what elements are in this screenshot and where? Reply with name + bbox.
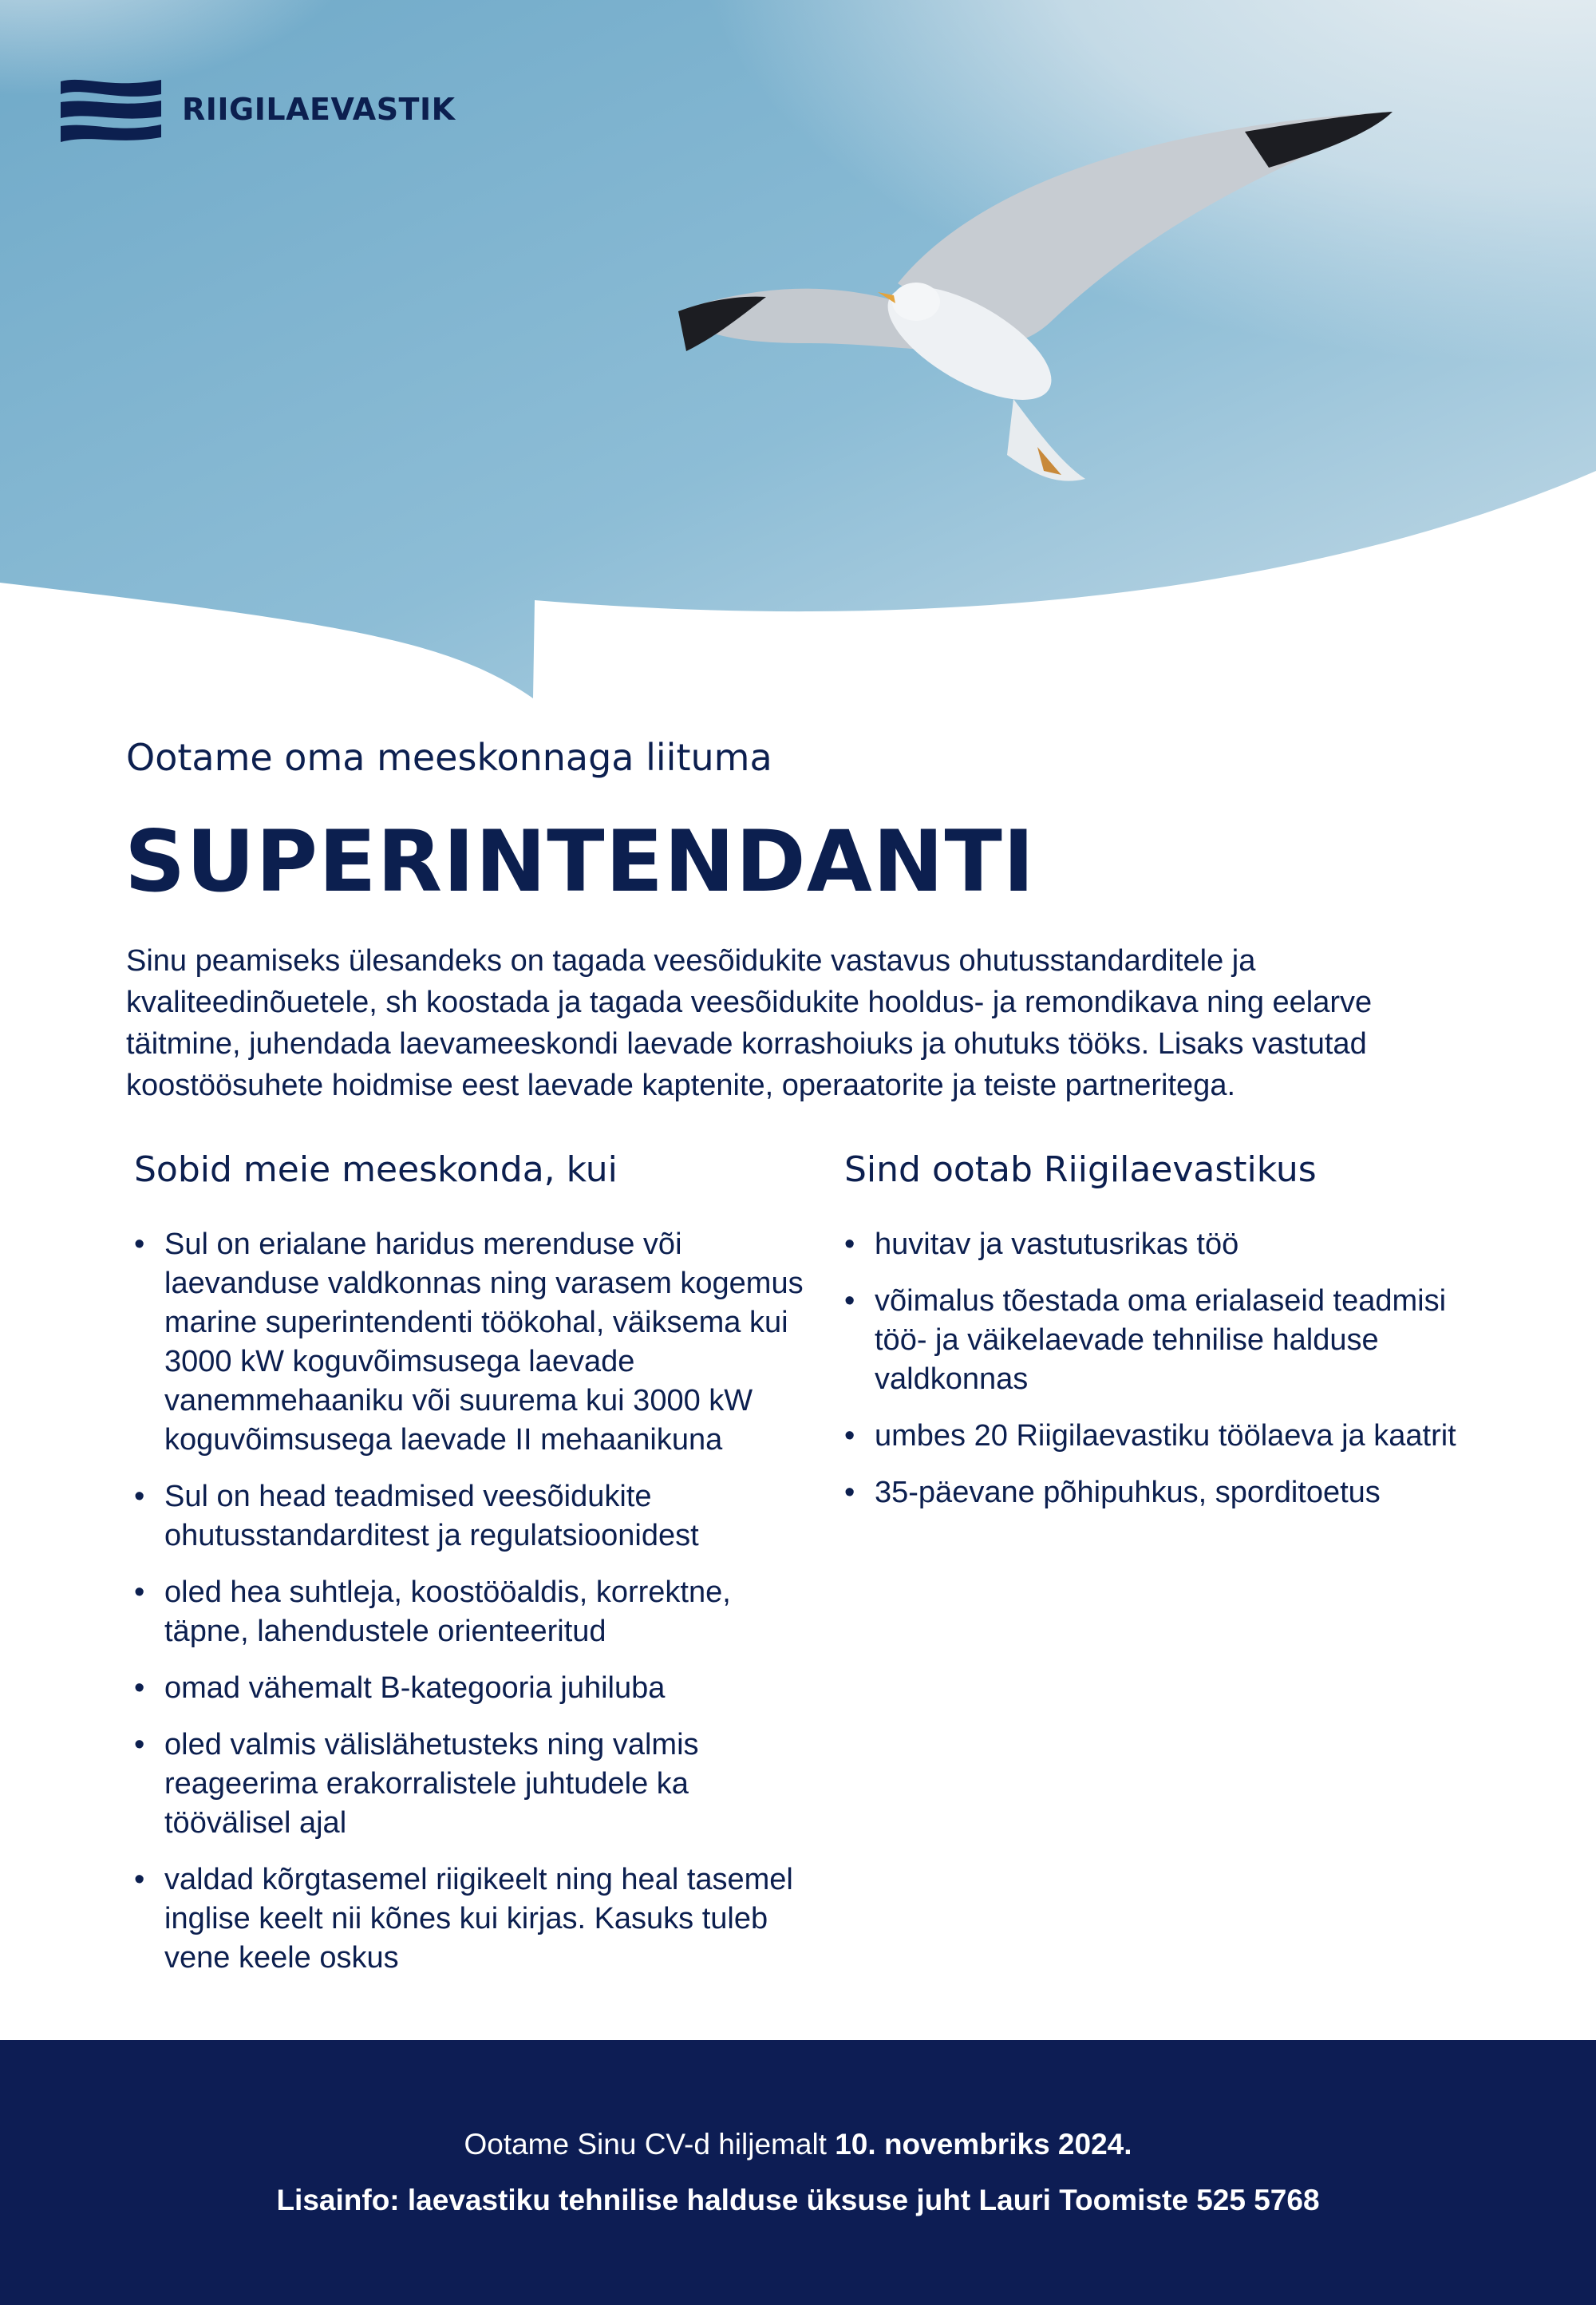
list-item: • huvitav ja vastutusrikas töö	[844, 1225, 1483, 1264]
cv-deadline-line	[0, 2128, 1596, 2161]
contact-info: Lisainfo: laevastiku tehnilise halduse üksuse juht Lauri Toomiste 525 5768	[276, 2184, 1320, 2216]
job-description: Sinu peamiseks ülesandeks on tagada veesõidukite vastavus ohutusstandarditele ja kvaliteedinõuetele, sh koostada ja tagada veesõidukite hooldus- ja remondikava ning eelarve täitmine, juhendada laevameeskondi laevade korrashoiuks ja ohutuks tööks. Lisaks vastutad koostöösuhete hoidmise eest laevade kaptenite, operaatorite ja teiste partneritega.	[126, 944, 1373, 1102]
logo[interactable]	[61, 77, 456, 142]
list-item: • oled hea suhtleja, koostööaldis, korrektne, täpne, lahendustele orienteeritud	[134, 1573, 804, 1651]
list-item: • võimalus tõestada oma erialaseid teadmisi töö- ja väikelaevade tehnilise halduse valdkonnas	[844, 1282, 1483, 1399]
cv-deadline-date: 10. novembriks 2024.	[835, 2128, 1132, 2161]
offer-section	[844, 1149, 1483, 1530]
intro-text: Ootame oma meeskonnaga liituma	[126, 736, 772, 779]
fleet-waves-icon	[61, 77, 161, 142]
list-item: • Sul on erialane haridus merenduse või laevanduse valdkonnas ning varasem kogemus marine superintendenti töökohal, väiksema kui 3000 kW koguvõimsusega laevade vanemmehaaniku või suurema kui 3000 kW koguvõimsusega laevade II mehaanikuna	[134, 1225, 804, 1460]
footer	[0, 2040, 1596, 2305]
list-item: • valdad kõrgtasemel riigikeelt ning heal tasemel inglise keelt nii kõnes kui kirjas. Kasuks tuleb vene keele oskus	[134, 1860, 804, 1978]
requirements-heading: Sobid meie meeskonda, kui	[134, 1149, 618, 1190]
page-title: SUPERINTENDANTI	[124, 812, 1036, 911]
list-item: • Sul on head teadmised veesõidukite ohutusstandarditest ja regulatsioonidest	[134, 1477, 804, 1556]
offer-heading: Sind ootab Riigilaevastikus	[844, 1149, 1317, 1190]
logo-text: RIIGILAEVASTIK	[182, 92, 456, 127]
list-item: • 35-päevane põhipuhkus, sporditoetus	[844, 1473, 1483, 1512]
list-item: • oled valmis välislähetusteks ning valmis reageerima erakorralistele juhtudele ka töövälisel ajal	[134, 1726, 804, 1843]
requirements-section	[134, 1149, 804, 1995]
list-item: • omad vähemalt B-kategooria juhiluba	[134, 1669, 804, 1708]
requirements-list	[134, 1225, 804, 1978]
cv-prefix: Ootame Sinu CV-d hiljemalt	[464, 2128, 836, 2161]
hero-banner	[0, 0, 1596, 718]
offer-list	[844, 1225, 1483, 1512]
list-item: • umbes 20 Riigilaevastiku töölaeva ja kaatrit	[844, 1417, 1483, 1456]
